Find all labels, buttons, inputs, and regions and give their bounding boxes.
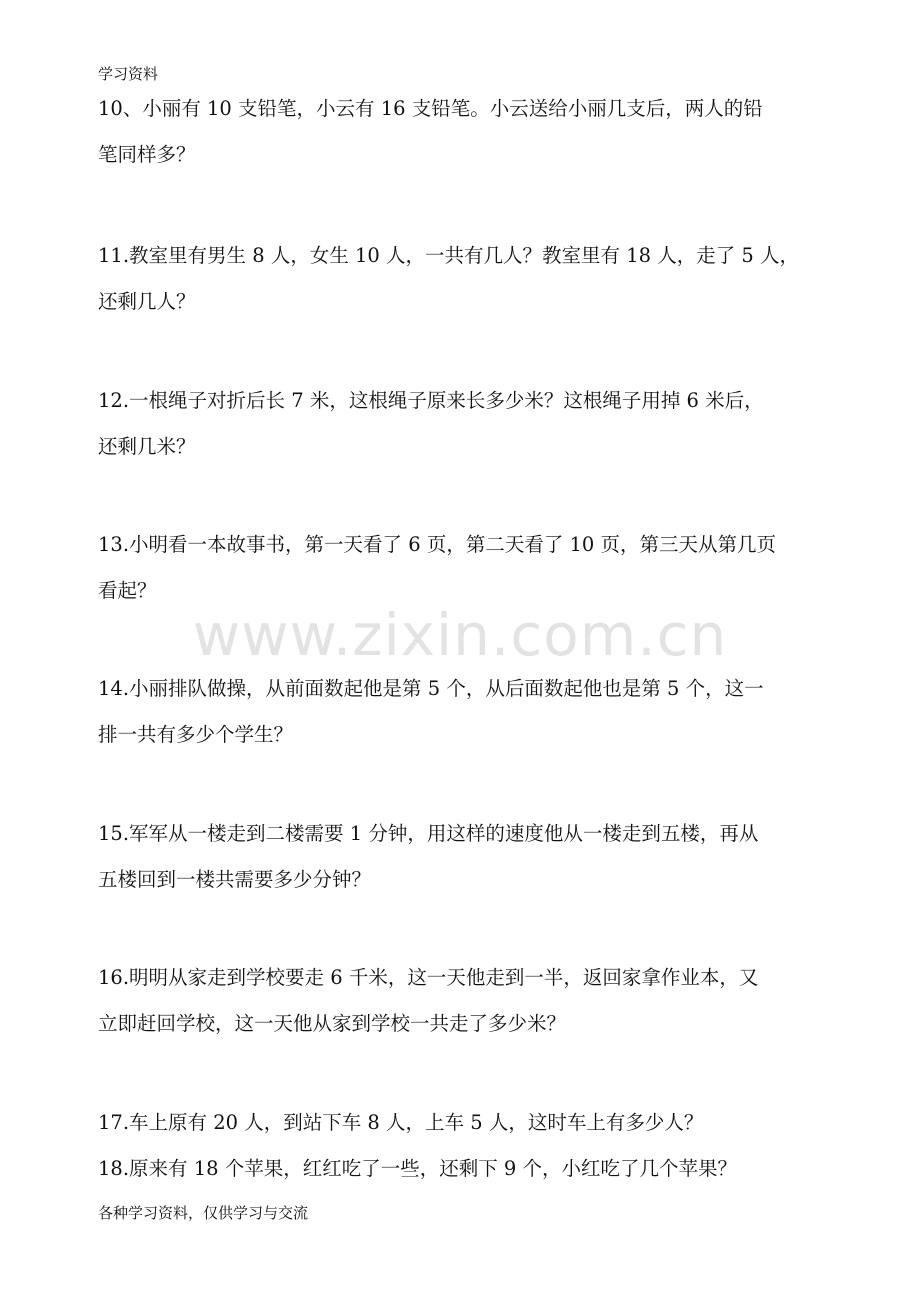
problem-line: 15.军军从一楼走到二楼需要 1 分钟，用这样的速度他从一楼走到五楼，再从: [98, 822, 759, 845]
problem-line: 笔同样多？: [98, 143, 196, 166]
problem-16: [98, 955, 824, 1047]
problem-18: [98, 1146, 824, 1192]
problem-17: [98, 1100, 824, 1146]
problem-line: 14.小丽排队做操，从前面数起他是第 5 个，从后面数起他也是第 5 个，这一: [98, 677, 764, 700]
problem-line: 18.原来有 18 个苹果，红红吃了一些，还剩下 9 个，小红吃了几个苹果？: [98, 1157, 738, 1180]
watermark: www.zixin.com.cn: [192, 601, 728, 669]
problem-10: [98, 86, 824, 178]
problem-15: [98, 811, 824, 903]
problem-13: [98, 522, 824, 614]
problem-11: [98, 233, 824, 325]
problem-line: 还剩几米？: [98, 435, 196, 458]
problem-line: 排一共有多少个学生？: [98, 723, 294, 746]
problem-12: [98, 378, 824, 470]
problem-line: 立即赶回学校，这一天他从家到学校一共走了多少米？: [98, 1012, 567, 1035]
problem-line: 五楼回到一楼共需要多少分钟？: [98, 868, 372, 891]
problem-line: 12.一根绳子对折后长 7 米，这根绳子原来长多少米？这根绳子用掉 6 米后，: [98, 389, 764, 412]
problem-line: 11.教室里有男生 8 人，女生 10 人，一共有几人？教室里有 18 人，走了 5 人，: [98, 244, 800, 267]
problem-line: 13.小明看一本故事书，第一天看了 6 页，第二天看了 10 页，第三天从第几页: [98, 533, 777, 556]
problem-line: 17.车上原有 20 人，到站下车 8 人，上车 5 人，这时车上有多少人？: [98, 1111, 704, 1134]
page-header-label: 学习资料: [98, 65, 159, 83]
problem-line: 10、小丽有 10 支铅笔，小云有 16 支铅笔。小云送给小丽几支后，两人的铅: [98, 97, 763, 120]
page-footer-label: 各种学习资料，仅供学习与交流: [98, 1204, 309, 1222]
problem-line: 16.明明从家走到学校要走 6 千米，这一天他走到一半，返回家拿作业本，又: [98, 966, 759, 989]
problem-line: 还剩几人？: [98, 290, 196, 313]
problem-14: [98, 666, 824, 758]
problem-line: 看起？: [98, 579, 157, 602]
